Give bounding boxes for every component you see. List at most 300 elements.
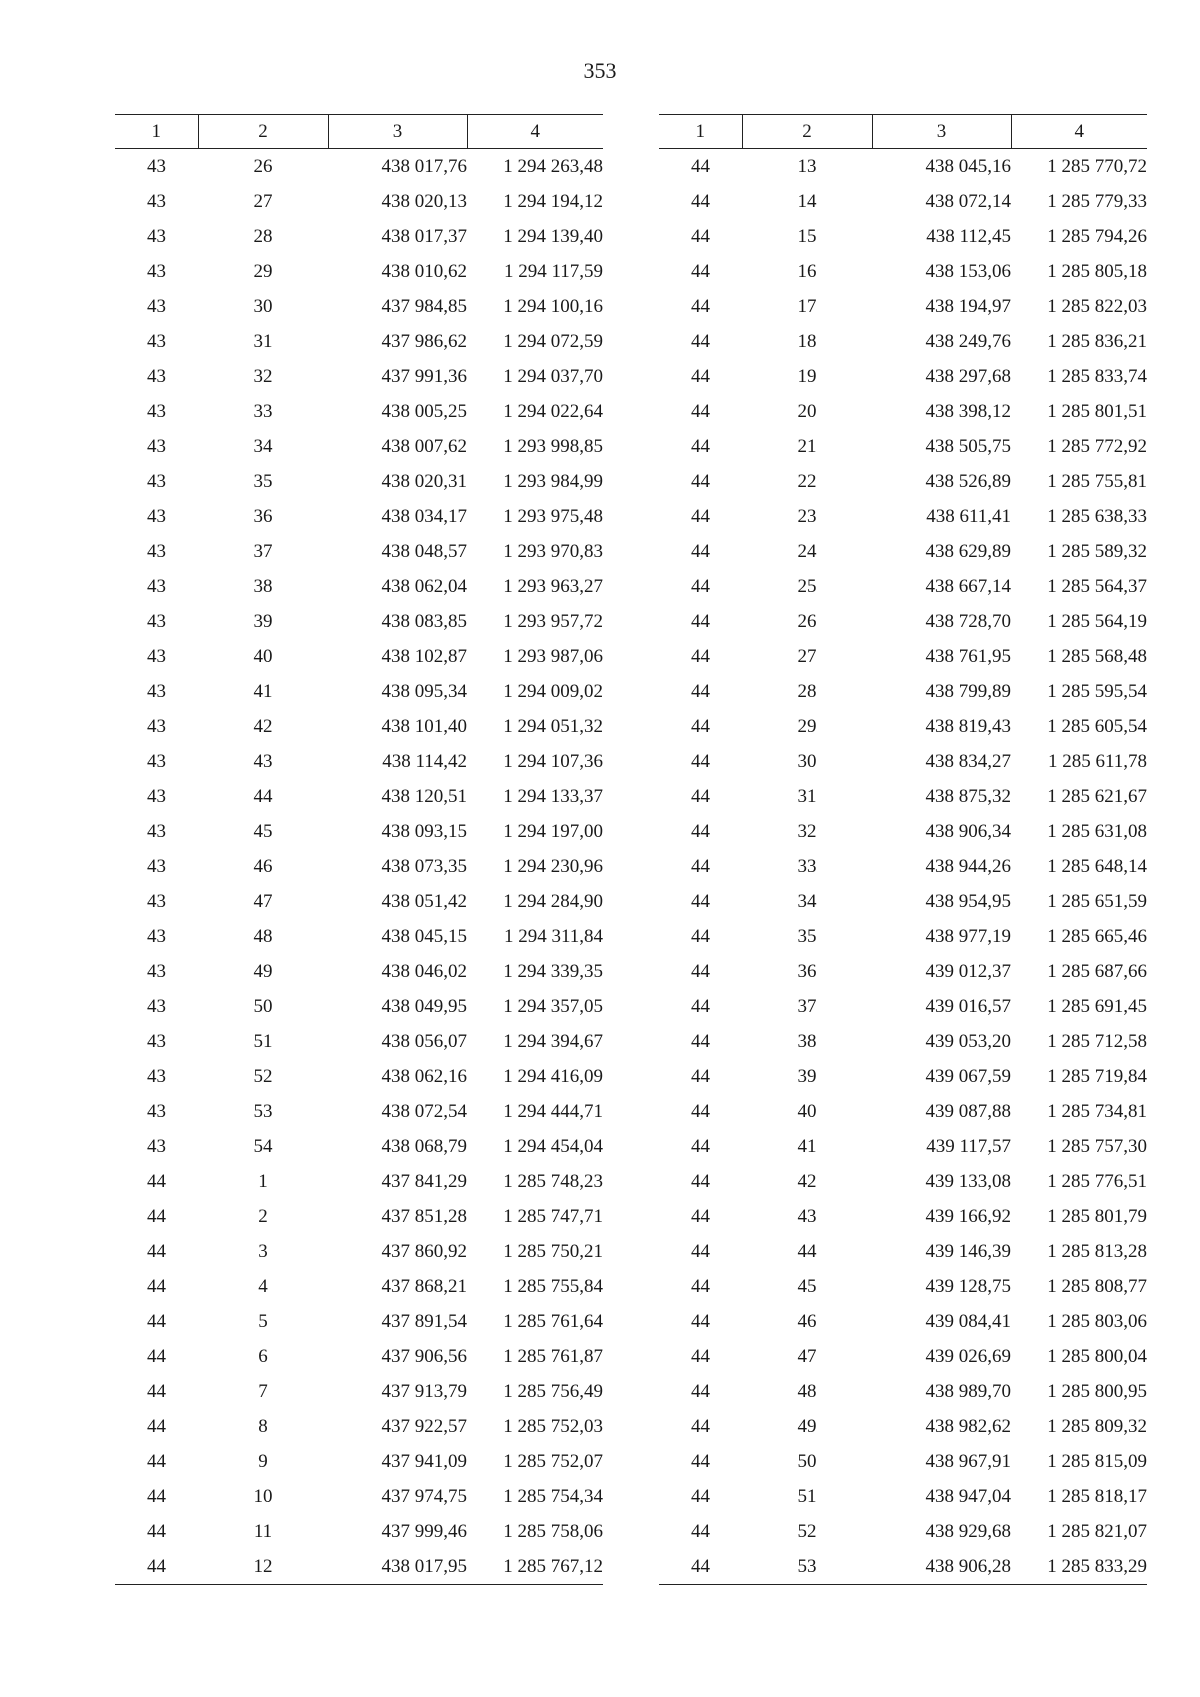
table-cell-col3: 438 967,91 [925, 1450, 1011, 1472]
table-row [115, 429, 603, 464]
table-cell-col3: 438 051,42 [381, 890, 467, 912]
table-cell-col3: 438 017,95 [328, 1549, 467, 1585]
table-cell-col1: 43 [147, 890, 166, 912]
table-row [115, 394, 603, 429]
table-cell-col2: 48 [797, 1380, 817, 1402]
table-cell-col2: 49 [253, 960, 273, 982]
table-cell-col1: 44 [147, 1345, 166, 1367]
table-cell-col3: 438 068,79 [381, 1135, 467, 1157]
table-cell-col4: 1 285 750,21 [503, 1240, 603, 1262]
table-cell-col1: 43 [147, 960, 166, 982]
table-cell-col1: 44 [691, 890, 710, 912]
table-cell-col3: 438 944,26 [925, 855, 1011, 877]
table-cell-col2: 34 [253, 435, 273, 457]
table-cell-col2: 45 [253, 820, 273, 842]
column-header-2: 2 [742, 115, 872, 149]
table-cell-col2: 27 [797, 645, 817, 667]
table-cell-col2: 10 [253, 1485, 273, 1507]
table-cell-col1: 43 [147, 505, 166, 527]
table-cell-col2: 46 [797, 1310, 817, 1332]
table-cell-col2: 36 [797, 960, 817, 982]
table-cell-col2: 50 [253, 995, 273, 1017]
table-row [115, 1549, 603, 1585]
table-cell-col4: 1 285 818,17 [1047, 1485, 1147, 1507]
table-cell-col4: 1 285 611,78 [1047, 750, 1147, 772]
table-cell-col3: 438 982,62 [925, 1415, 1011, 1437]
table-cell-col1: 43 [147, 365, 166, 387]
table-cell-col3: 438 095,34 [381, 680, 467, 702]
table-cell-col1: 44 [691, 820, 710, 842]
table-cell-col1: 43 [147, 750, 166, 772]
table-row [115, 1479, 603, 1514]
table-cell-col1: 44 [691, 750, 710, 772]
table-row [659, 919, 1147, 954]
table-cell-col2: 39 [253, 610, 273, 632]
table-cell-col4: 1 294 022,64 [503, 400, 603, 422]
table-cell-col2: 18 [797, 330, 817, 352]
table-cell-col3: 438 398,12 [925, 400, 1011, 422]
table-cell-col3: 437 913,79 [381, 1380, 467, 1402]
table-cell-col3: 438 034,17 [381, 505, 467, 527]
table-row [115, 464, 603, 499]
table-cell-col1: 43 [147, 1065, 166, 1087]
table-cell-col2: 37 [253, 540, 273, 562]
column-header-3: 3 [328, 115, 467, 149]
table-cell-col1: 44 [691, 1485, 710, 1507]
table-cell-col1: 44 [691, 1520, 710, 1542]
table-cell-col1: 44 [147, 1240, 166, 1262]
table-cell-col2: 47 [253, 890, 273, 912]
table-cell-col3: 439 117,57 [926, 1135, 1011, 1157]
table-cell-col3: 437 906,56 [381, 1345, 467, 1367]
table-cell-col2: 26 [253, 155, 273, 177]
table-row [659, 1514, 1147, 1549]
table-cell-col4: 1 294 284,90 [503, 890, 603, 912]
table-cell-col3: 439 067,59 [925, 1065, 1011, 1087]
table-cell-col1: 44 [691, 960, 710, 982]
table-row [659, 1059, 1147, 1094]
table-cell-col1: 43 [147, 400, 166, 422]
table-row [659, 1129, 1147, 1164]
table-cell-col4: 1 285 712,58 [1047, 1030, 1147, 1052]
table-cell-col3: 439 146,39 [925, 1240, 1011, 1262]
table-cell-col1: 43 [147, 295, 166, 317]
table-cell-col1: 44 [691, 260, 710, 282]
table-cell-col1: 44 [691, 1275, 710, 1297]
table-row [659, 184, 1147, 219]
table-cell-col3: 438 048,57 [381, 540, 467, 562]
table-row [115, 954, 603, 989]
table-cell-col4: 1 285 755,81 [1047, 470, 1147, 492]
table-row [659, 499, 1147, 534]
table-cell-col1: 43 [147, 925, 166, 947]
table-cell-col3: 439 087,88 [925, 1100, 1011, 1122]
table-row [115, 1129, 603, 1164]
table-cell-col3: 438 667,14 [925, 575, 1011, 597]
column-header-4: 4 [467, 115, 603, 149]
table-cell-col3: 438 112,45 [926, 225, 1011, 247]
table-cell-col1: 44 [691, 435, 710, 457]
table-cell-col2: 12 [198, 1549, 328, 1585]
table-cell-col4: 1 285 779,33 [1047, 190, 1147, 212]
table-cell-col4: 1 285 756,49 [503, 1380, 603, 1402]
table-row [115, 1269, 603, 1304]
table-cell-col4: 1 285 801,51 [1047, 400, 1147, 422]
table-cell-col1: 44 [691, 645, 710, 667]
table-cell-col1: 43 [147, 680, 166, 702]
table-cell-col1: 44 [691, 1030, 710, 1052]
table-cell-col1: 44 [147, 1170, 166, 1192]
table-cell-col2: 48 [253, 925, 273, 947]
table-cell-col3: 438 010,62 [381, 260, 467, 282]
table-cell-col3: 437 891,54 [381, 1310, 467, 1332]
column-header-2: 2 [198, 115, 328, 149]
coordinates-table-right [659, 114, 1147, 1585]
table-cell-col2: 14 [797, 190, 817, 212]
table-cell-col1: 44 [691, 925, 710, 947]
table-cell-col1: 43 [147, 470, 166, 492]
table-cell-col1: 44 [691, 155, 710, 177]
table-cell-col2: 1 [258, 1170, 268, 1192]
table-row [659, 289, 1147, 324]
table-cell-col3: 438 977,19 [925, 925, 1011, 947]
table-cell-col4: 1 294 037,70 [503, 365, 603, 387]
table-row [115, 1409, 603, 1444]
table-cell-col4: 1 285 767,12 [467, 1549, 603, 1585]
table-cell-col2: 25 [797, 575, 817, 597]
table-row [659, 849, 1147, 884]
table-row [659, 1409, 1147, 1444]
table-cell-col2: 4 [258, 1275, 268, 1297]
table-cell-col1: 44 [691, 1380, 710, 1402]
table-cell-col2: 7 [258, 1380, 268, 1402]
table-row [115, 674, 603, 709]
table-cell-col2: 35 [253, 470, 273, 492]
table-cell-col2: 22 [797, 470, 817, 492]
table-cell-col2: 23 [797, 505, 817, 527]
table-row [115, 254, 603, 289]
table-row [115, 359, 603, 394]
table-cell-col1: 44 [691, 1170, 710, 1192]
table-cell-col4: 1 285 770,72 [1047, 155, 1147, 177]
table-cell-col3: 438 049,95 [381, 995, 467, 1017]
table-cell-col4: 1 285 757,30 [1047, 1135, 1147, 1157]
table-cell-col2: 42 [797, 1170, 817, 1192]
table-cell-col1: 44 [691, 505, 710, 527]
table-cell-col3: 438 046,02 [381, 960, 467, 982]
table-cell-col2: 5 [258, 1310, 268, 1332]
table-cell-col4: 1 285 761,64 [503, 1310, 603, 1332]
table-cell-col2: 30 [253, 295, 273, 317]
table-cell-col4: 1 285 754,34 [503, 1485, 603, 1507]
table-cell-col2: 52 [797, 1520, 817, 1542]
table-cell-col1: 43 [147, 1030, 166, 1052]
table-cell-col2: 3 [258, 1240, 268, 1262]
table-row [659, 394, 1147, 429]
table-cell-col4: 1 294 394,67 [503, 1030, 603, 1052]
table-cell-col2: 45 [797, 1275, 817, 1297]
table-cell-col3: 439 012,37 [925, 960, 1011, 982]
table-cell-col1: 44 [691, 680, 710, 702]
table-cell-col2: 51 [797, 1485, 817, 1507]
table-cell-col2: 26 [797, 610, 817, 632]
column-header-4: 4 [1011, 115, 1147, 149]
table-cell-col4: 1 293 987,06 [503, 645, 603, 667]
table-row [115, 1514, 603, 1549]
table-cell-col2: 19 [797, 365, 817, 387]
table-cell-col1: 43 [147, 610, 166, 632]
table-cell-col4: 1 294 072,59 [503, 330, 603, 352]
table-cell-col1: 44 [147, 1450, 166, 1472]
table-cell-col2: 46 [253, 855, 273, 877]
table-cell-col3: 439 084,41 [925, 1310, 1011, 1332]
table-row [115, 569, 603, 604]
table-row [115, 534, 603, 569]
table-cell-col3: 437 860,92 [381, 1240, 467, 1262]
table-cell-col4: 1 285 755,84 [503, 1275, 603, 1297]
table-row [115, 1234, 603, 1269]
table-cell-col3: 439 133,08 [925, 1170, 1011, 1192]
table-cell-col3: 438 297,68 [925, 365, 1011, 387]
table-cell-col1: 44 [147, 1485, 166, 1507]
table-cell-col3: 438 020,13 [381, 190, 467, 212]
table-cell-col1: 44 [147, 1520, 166, 1542]
table-cell-col4: 1 285 758,06 [503, 1520, 603, 1542]
table-cell-col1: 43 [147, 575, 166, 597]
table-cell-col1: 44 [147, 1310, 166, 1332]
table-cell-col2: 17 [797, 295, 817, 317]
table-cell-col4: 1 285 794,26 [1047, 225, 1147, 247]
table-cell-col4: 1 293 970,83 [503, 540, 603, 562]
table-row [659, 429, 1147, 464]
table-row [115, 1164, 603, 1199]
table-cell-col4: 1 294 100,16 [503, 295, 603, 317]
table-cell-col1: 44 [691, 1415, 710, 1437]
table-cell-col4: 1 285 568,48 [1047, 645, 1147, 667]
table-row [115, 884, 603, 919]
table-cell-col3: 438 761,95 [925, 645, 1011, 667]
coordinates-table-left [115, 114, 603, 1585]
column-header-3: 3 [872, 115, 1011, 149]
table-cell-col4: 1 285 761,87 [503, 1345, 603, 1367]
table-cell-col1: 44 [691, 365, 710, 387]
table-row [115, 814, 603, 849]
table-row [659, 1444, 1147, 1479]
table-cell-col4: 1 293 998,85 [503, 435, 603, 457]
table-row [115, 219, 603, 254]
table-row [115, 324, 603, 359]
table-cell-col2: 21 [797, 435, 817, 457]
table-row [659, 639, 1147, 674]
table-row [659, 1479, 1147, 1514]
table-cell-col2: 30 [797, 750, 817, 772]
table-row [115, 289, 603, 324]
table-row [659, 1304, 1147, 1339]
table-cell-col2: 38 [797, 1030, 817, 1052]
table-cell-col1: 44 [691, 575, 710, 597]
table-cell-col3: 437 868,21 [381, 1275, 467, 1297]
table-cell-col2: 33 [253, 400, 273, 422]
table-row [659, 219, 1147, 254]
table-cell-col4: 1 294 197,00 [503, 820, 603, 842]
table-cell-col2: 32 [253, 365, 273, 387]
table-header [115, 115, 603, 149]
table-cell-col4: 1 285 800,04 [1047, 1345, 1147, 1367]
table-cell-col3: 438 194,97 [925, 295, 1011, 317]
table-cell-col2: 32 [797, 820, 817, 842]
table-cell-col2: 43 [253, 750, 273, 772]
table-row [115, 709, 603, 744]
table-row [115, 1339, 603, 1374]
table-cell-col3: 439 128,75 [925, 1275, 1011, 1297]
table-cell-col4: 1 285 776,51 [1047, 1170, 1147, 1192]
table-cell-col3: 438 017,76 [381, 155, 467, 177]
table-cell-col3: 438 102,87 [381, 645, 467, 667]
table-cell-col4: 1 285 833,74 [1047, 365, 1147, 387]
table-cell-col3: 438 947,04 [925, 1485, 1011, 1507]
table-cell-col3: 438 875,32 [925, 785, 1011, 807]
table-cell-col4: 1 285 752,03 [503, 1415, 603, 1437]
table-cell-col2: 53 [253, 1100, 273, 1122]
table-cell-col4: 1 293 963,27 [503, 575, 603, 597]
table-cell-col1: 43 [147, 435, 166, 457]
table-row [115, 919, 603, 954]
table-cell-col1: 44 [691, 1345, 710, 1367]
table-row [115, 149, 603, 185]
table-row [659, 814, 1147, 849]
table-cell-col4: 1 285 800,95 [1047, 1380, 1147, 1402]
table-cell-col3: 438 153,06 [925, 260, 1011, 282]
table-cell-col4: 1 285 621,67 [1047, 785, 1147, 807]
table-cell-col4: 1 285 564,19 [1047, 610, 1147, 632]
table-cell-col4: 1 294 311,84 [503, 925, 603, 947]
table-cell-col1: 44 [691, 1100, 710, 1122]
table-row [659, 709, 1147, 744]
table-cell-col3: 438 954,95 [925, 890, 1011, 912]
table-cell-col1: 44 [691, 610, 710, 632]
table-cell-col2: 36 [253, 505, 273, 527]
table-cell-col3: 438 093,15 [381, 820, 467, 842]
table-cell-col2: 40 [253, 645, 273, 667]
table-cell-col2: 34 [797, 890, 817, 912]
table-cell-col3: 438 020,31 [381, 470, 467, 492]
table-cell-col3: 438 083,85 [381, 610, 467, 632]
table-cell-col3: 437 922,57 [381, 1415, 467, 1437]
table-cell-col2: 42 [253, 715, 273, 737]
table-cell-col3: 438 062,16 [381, 1065, 467, 1087]
table-row [659, 324, 1147, 359]
column-header-1: 1 [115, 115, 198, 149]
table-cell-col3: 438 114,42 [382, 750, 467, 772]
table-cell-col3: 438 819,43 [925, 715, 1011, 737]
table-cell-col1: 44 [691, 1310, 710, 1332]
table-cell-col4: 1 293 975,48 [503, 505, 603, 527]
table-cell-col2: 6 [258, 1345, 268, 1367]
table-cell-col4: 1 285 813,28 [1047, 1240, 1147, 1262]
table-cell-col2: 43 [797, 1205, 817, 1227]
table-row [659, 954, 1147, 989]
table-cell-col2: 41 [253, 680, 273, 702]
table-cell-col1: 44 [147, 1275, 166, 1297]
table-cell-col1: 44 [691, 190, 710, 212]
table-cell-col1: 43 [147, 155, 166, 177]
table-cell-col2: 41 [797, 1135, 817, 1157]
table-cell-col4: 1 294 117,59 [503, 260, 603, 282]
table-row [115, 1094, 603, 1129]
table-cell-col2: 24 [797, 540, 817, 562]
table-cell-col4: 1 285 734,81 [1047, 1100, 1147, 1122]
table-header [659, 115, 1147, 149]
table-cell-col2: 20 [797, 400, 817, 422]
page-number: 353 [583, 58, 617, 83]
table-cell-col2: 13 [797, 155, 817, 177]
table-row [115, 779, 603, 814]
table-cell-col2: 27 [253, 190, 273, 212]
table-cell-col2: 8 [258, 1415, 268, 1437]
table-cell-col3: 438 073,35 [381, 855, 467, 877]
table-cell-col4: 1 285 752,07 [503, 1450, 603, 1472]
table-row [659, 569, 1147, 604]
table-row [115, 604, 603, 639]
table-cell-col3: 437 974,75 [381, 1485, 467, 1507]
table-cell-col4: 1 294 454,04 [503, 1135, 603, 1157]
table-cell-col3: 437 984,85 [381, 295, 467, 317]
table-row [659, 1549, 1147, 1585]
table-cell-col2: 28 [797, 680, 817, 702]
table-row [115, 849, 603, 884]
table-cell-col1: 43 [147, 820, 166, 842]
table-cell-col3: 439 026,69 [925, 1345, 1011, 1367]
table-cell-col3: 438 045,15 [381, 925, 467, 947]
table-cell-col4: 1 285 803,06 [1047, 1310, 1147, 1332]
table-cell-col4: 1 285 836,21 [1047, 330, 1147, 352]
table-cell-col1: 44 [691, 855, 710, 877]
table-cell-col1: 43 [147, 1100, 166, 1122]
table-cell-col1: 43 [147, 1135, 166, 1157]
table-cell-col1: 44 [691, 295, 710, 317]
table-row [115, 499, 603, 534]
table-cell-col2: 54 [253, 1135, 273, 1157]
table-cell-col1: 43 [147, 225, 166, 247]
table-cell-col1: 43 [147, 785, 166, 807]
table-cell-col1: 43 [147, 540, 166, 562]
table-row [659, 884, 1147, 919]
table-cell-col1: 43 [147, 645, 166, 667]
table-row [115, 744, 603, 779]
table-cell-col4: 1 294 194,12 [503, 190, 603, 212]
table-row [659, 1269, 1147, 1304]
table-cell-col4: 1 285 748,23 [503, 1170, 603, 1192]
table-cell-col4: 1 285 589,32 [1047, 540, 1147, 562]
column-header-1: 1 [659, 115, 742, 149]
table-cell-col3: 438 120,51 [381, 785, 467, 807]
table-cell-col3: 437 999,46 [381, 1520, 467, 1542]
table-cell-col1: 43 [147, 995, 166, 1017]
table-cell-col4: 1 294 133,37 [503, 785, 603, 807]
table-cell-col1: 44 [147, 1380, 166, 1402]
table-cell-col2: 44 [797, 1240, 817, 1262]
table-cell-col2: 15 [797, 225, 817, 247]
table-cell-col4: 1 285 651,59 [1047, 890, 1147, 912]
table-row [659, 254, 1147, 289]
table-cell-col3: 438 929,68 [925, 1520, 1011, 1542]
table-cell-col2: 16 [797, 260, 817, 282]
table-cell-col1: 43 [147, 715, 166, 737]
table-cell-col4: 1 285 719,84 [1047, 1065, 1147, 1087]
table-cell-col1: 44 [691, 330, 710, 352]
table-cell-col1: 44 [691, 715, 710, 737]
table-row [659, 1199, 1147, 1234]
